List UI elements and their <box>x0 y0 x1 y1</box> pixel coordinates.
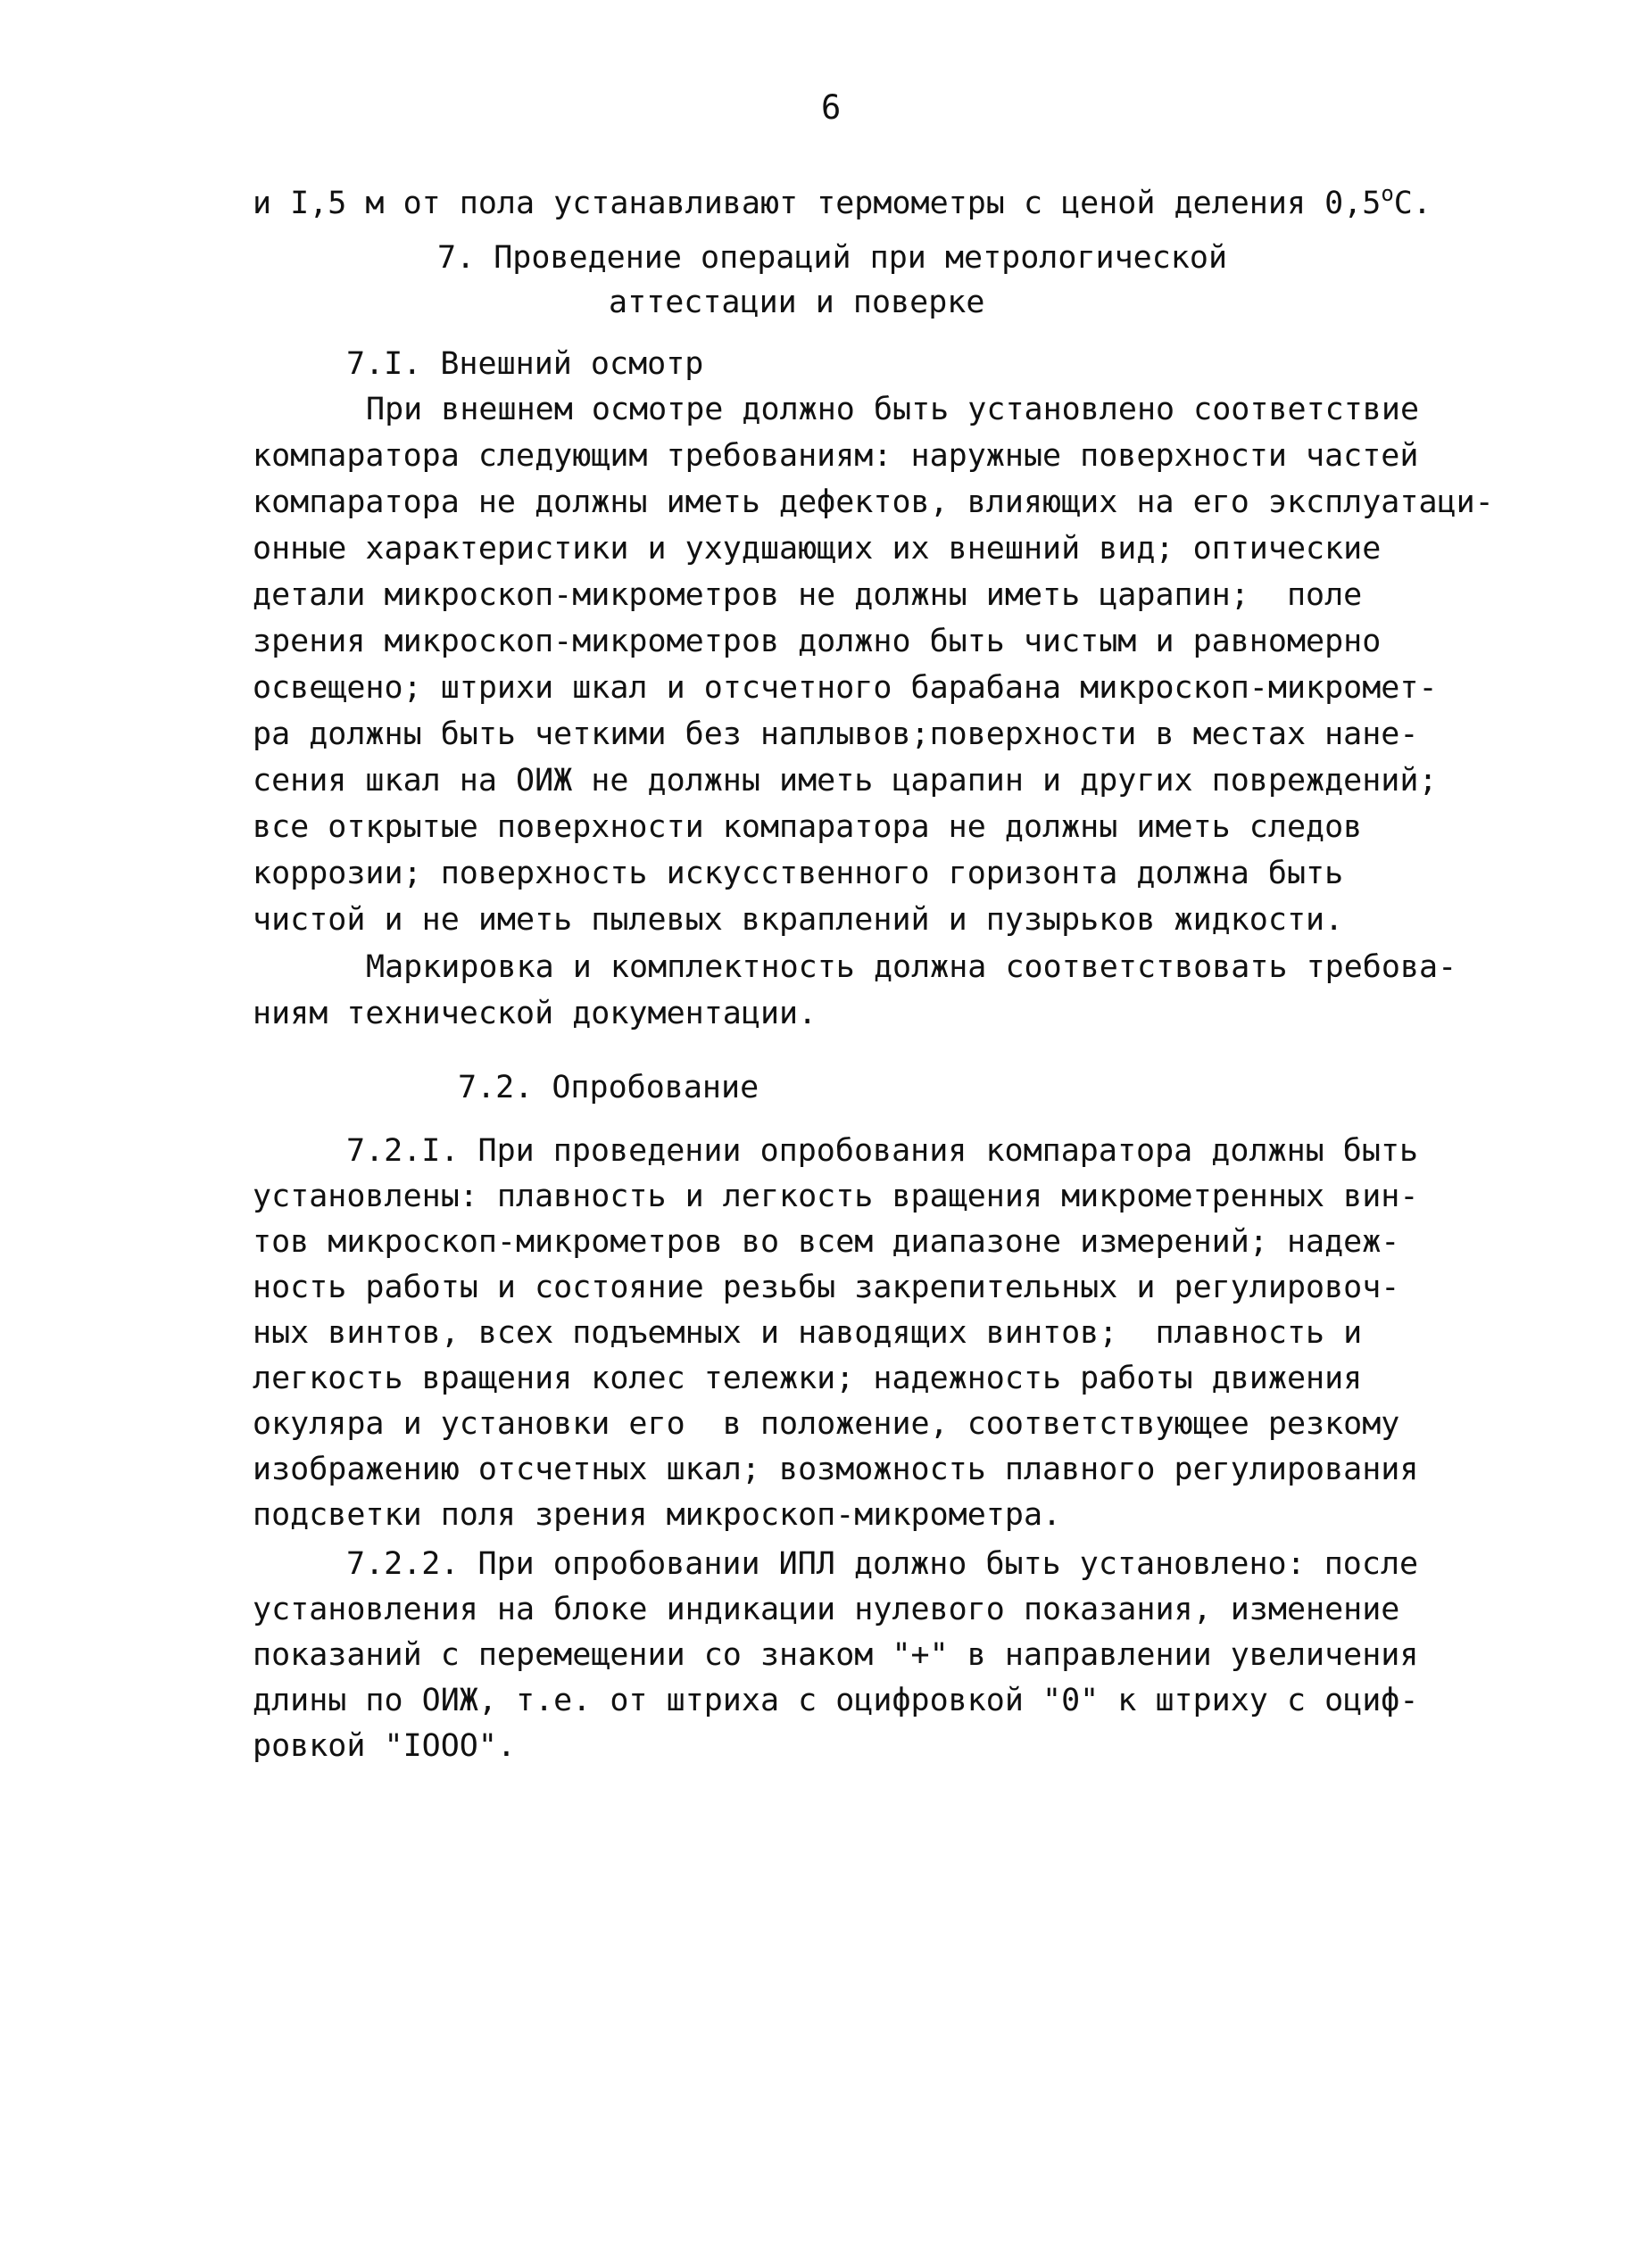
para-7-1-line: чистой и не иметь пылевых вкраплений и пузырьков жидкости. <box>253 902 1344 938</box>
page-number: 6 <box>821 88 842 127</box>
intro-line-end: С. <box>1393 186 1432 221</box>
para-7-1-line: При внешнем осмотре должно быть установлено соответствие <box>366 392 1420 427</box>
para-7-1-line: компаратора следующим требованиям: наружные поверхности частей <box>253 438 1419 474</box>
para-7-2-1-line: подсветки поля зрения микроскоп-микрометра. <box>253 1497 1062 1533</box>
para-7-2-2-line: 7.2.2. При опробовании ИПЛ должно быть установлено: после <box>346 1546 1419 1582</box>
section-7-title-line1: 7. Проведение операций при метрологической <box>437 240 1228 276</box>
para-7-2-1-line: окуляра и установки его в положение, соответствующее резкому <box>253 1406 1400 1442</box>
degree-sign: о <box>1381 181 1394 206</box>
section-7-2-heading: 7.2. Опробование <box>458 1070 759 1105</box>
para-7-1-line: освещено; штрихи шкал и отсчетного барабана микроскоп-микромет- <box>253 670 1438 706</box>
para-7-2-2-line: длины по ОИЖ, т.е. от штриха с оцифровкой "0" к штриху с оциф- <box>253 1683 1419 1718</box>
para-7-1-line: онные характеристики и ухудшающих их внешний вид; оптические <box>253 531 1382 567</box>
intro-line <box>253 180 1432 227</box>
para-7-1-line: компаратора не должны иметь дефектов, влияющих на его эксплуатаци- <box>253 484 1494 520</box>
para-7-1-line: ра должны быть четкими без наплывов;поверхности в местах нане- <box>253 716 1419 752</box>
para-7-2-1-line: 7.2.I. При проведении опробования компаратора должны быть <box>346 1133 1419 1169</box>
para-7-1-line: сения шкал на ОИЖ не должны иметь царапин и других повреждений; <box>253 763 1438 799</box>
para-7-1-marking-line: Маркировка и комплектность должна соответствовать требова- <box>366 949 1457 985</box>
section-7-title-line2: аттестации и поверке <box>609 285 985 320</box>
para-7-1-line: все открытые поверхности компаратора не должны иметь следов <box>253 809 1363 845</box>
para-7-2-1-line: ность работы и состояние резьбы закрепительных и регулировоч- <box>253 1270 1400 1305</box>
para-7-2-1-line: изображению отсчетных шкал; возможность плавного регулирования <box>253 1452 1419 1487</box>
para-7-2-1-line: ных винтов, всех подъемных и наводящих винтов; плавность и <box>253 1315 1363 1351</box>
para-7-2-2-line: установления на блоке индикации нулевого показания, изменение <box>253 1592 1400 1627</box>
para-7-1-marking-line: ниям технической документации. <box>253 996 818 1031</box>
para-7-2-2-line: ровкой "IOOO". <box>253 1728 517 1764</box>
para-7-2-1-line: тов микроскоп-микрометров во всем диапазоне измерений; надеж- <box>253 1224 1400 1260</box>
para-7-2-1-line: установлены: плавность и легкость вращения микрометренных вин- <box>253 1179 1419 1214</box>
para-7-1-line: детали микроскоп-микрометров не должны иметь царапин; поле <box>253 577 1363 613</box>
para-7-2-2-line: показаний с перемещении со знаком "+" в направлении увеличения <box>253 1637 1419 1673</box>
para-7-1-line: коррозии; поверхность искусственного горизонта должна быть <box>253 856 1344 891</box>
intro-line-text: и I,5 м от пола устанавливают термометры с ценой деления 0,5 <box>253 186 1382 221</box>
para-7-1-line: зрения микроскоп-микрометров должно быть чистым и равномерно <box>253 624 1382 659</box>
para-7-2-1-line: легкость вращения колес тележки; надежность работы движения <box>253 1361 1363 1396</box>
section-7-1-heading: 7.I. Внешний осмотр <box>346 346 704 382</box>
